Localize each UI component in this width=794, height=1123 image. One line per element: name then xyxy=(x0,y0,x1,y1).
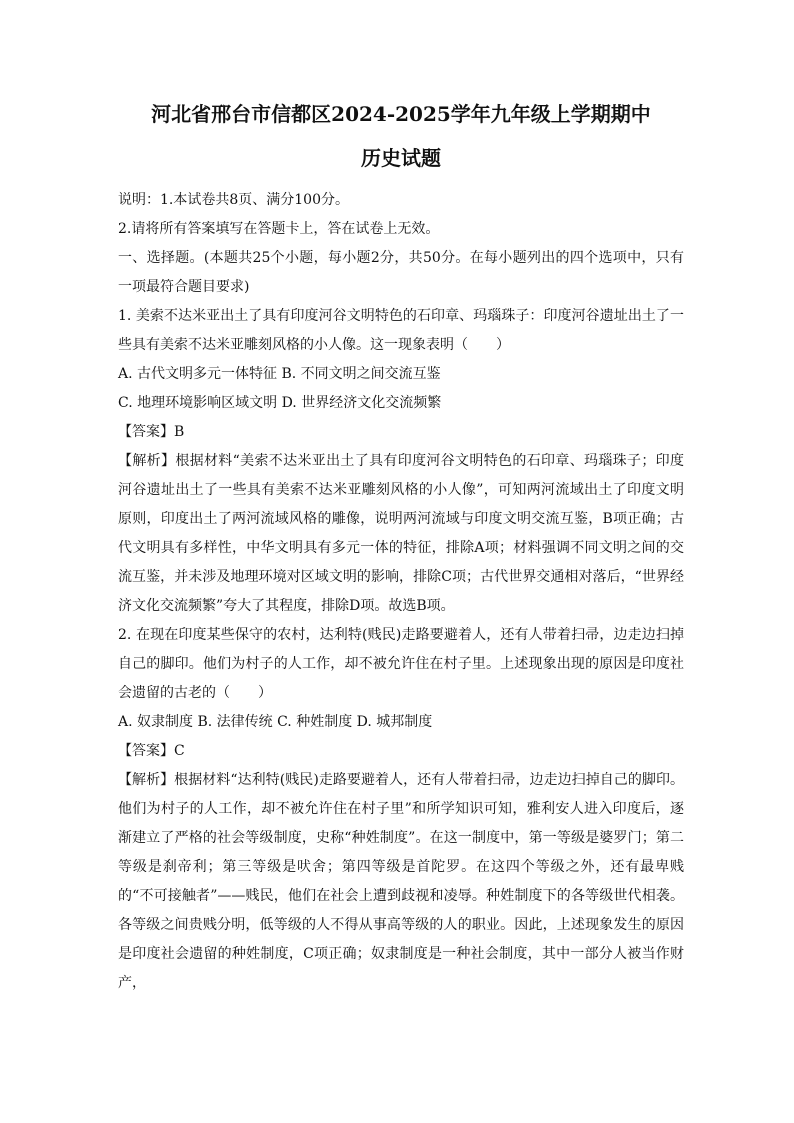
question-options-row: A. 古代文明多元一体特征 B. 不同文明之间交流互鉴 xyxy=(118,366,441,382)
question-analysis: 【解析】根据材料“达利特(贱民)走路要避着人，还有人带着扫帚，边走边扫掉自己的脚印。他们为村子的人工作，却不被允许住在村子里”和所学知识可知，雅利安人进入印度后，逐渐建立了严格的社会等级制度，史称“种姓制度”。在这一制度中，第一等级是婆罗门；第二等级是刹帝利；第三等级是吠舍；第四等级是首陀罗。在这四个等级之外，还有最卑贱的“不可接触者”——贱民，他们在社会上遭到歧视和凌辱。种姓制度下的各等级世代相袭。各等级之间贵贱分明，低等级的人不得从事高等级的人的职业。因此，上述现象发生的原因是印度社会遗留的种姓制度，C项正确；奴隶制度是一种社会制度，其中一部分人被当作财产， xyxy=(118,772,684,991)
question-options-row: A. 奴隶制度 B. 法律传统 C. 种姓制度 D. 城邦制度 xyxy=(118,714,433,730)
question-stem: 1. 美索不达米亚出土了具有印度河谷文明特色的石印章、玛瑙珠子：印度河谷遗址出土了一些具有美索不达米亚雕刻风格的小人像。这一现象表明（ ） xyxy=(118,308,684,353)
question-1 xyxy=(118,302,684,621)
section-heading: 一、选择题。(本题共25个小题，每小题2分，共50分。在每小题列出的四个选项中，只有一项最符合题目要求) xyxy=(118,250,684,295)
question-answer: 【答案】B xyxy=(118,424,185,440)
question-answer: 【答案】C xyxy=(118,743,185,759)
question-analysis: 【解析】根据材料“美索不达米亚出土了具有印度河谷文明特色的石印章、玛瑙珠子；印度河谷遗址出土了一些具有美索不达米亚雕刻风格的小人像”，可知两河流域出土了印度文明原则，印度出土了两河流域风格的雕像，说明两河流域与印度文明交流互鉴，B项正确；古代文明具有多样性，中华文明具有多元一体的特征，排除A项；材料强调不同文明之间的交流互鉴，并未涉及地理环境对区域文明的影响，排除C项；古代世界交通相对落后，“世界经济文化交流频繁”夸大了其程度，排除D项。故选B项。 xyxy=(118,453,684,614)
question-options-row: C. 地理环境影响区域文明 D. 世界经济文化交流频繁 xyxy=(118,395,442,411)
question-2 xyxy=(118,621,684,998)
document-subtitle: 历史试题 xyxy=(361,146,441,170)
question-stem: 2. 在现在印度某些保守的农村，达利特(贱民)走路要避着人，还有人带着扫帚，边走边扫掉自己的脚印。他们为村子的人工作，却不被允许住在村子里。上述现象出现的原因是印度社会遗留的古老的（ ） xyxy=(118,627,684,701)
note-line-2: 2.请将所有答案填写在答题卡上，答在试卷上无效。 xyxy=(118,221,440,237)
document-title: 河北省邢台市信都区2024-2025学年九年级上学期期中 xyxy=(151,102,651,126)
note-line-1: 说明：1.本试卷共8页、满分100分。 xyxy=(118,192,349,208)
